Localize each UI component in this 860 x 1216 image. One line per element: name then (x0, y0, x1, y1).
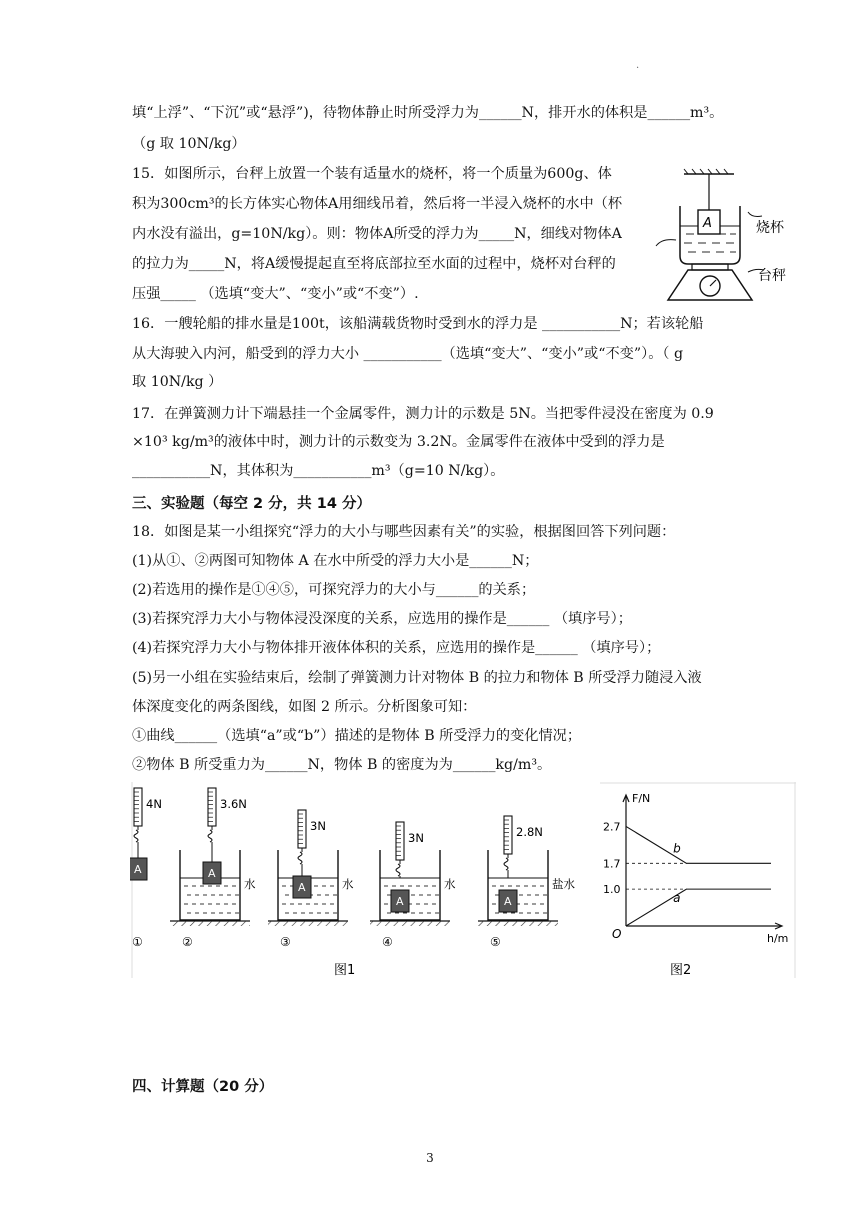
y-tick-label: 1.7 (603, 857, 621, 871)
spring-scale (504, 816, 512, 854)
block-label: A (134, 863, 142, 876)
y-axis-label: F/N (632, 792, 651, 805)
q18-line: 体深度变化的两条图线，如图 2 所示。分析图象可知： (132, 699, 477, 715)
x-axis-label: h/m (767, 932, 789, 945)
series-line-a (626, 889, 771, 926)
experiment-panel (130, 788, 162, 949)
figure-1 (130, 782, 600, 978)
section-title-4: 四、计算题（20 分） (132, 1079, 274, 1095)
text-line: 填“上浮”、“下沉”或“悬浮”)，待物体静止时所受浮力为______N，排开水的体积是______m³。 (132, 105, 724, 121)
q15-line: 压强_____ （选填“变大”、“变小”或“不变”）. (132, 286, 419, 302)
beaker-label: 烧杯 (756, 220, 784, 236)
block-label: A (208, 867, 216, 880)
scale-reading: 3N (408, 831, 424, 845)
liquid-label: 水 (444, 877, 456, 891)
y-tick-label: 1.0 (603, 883, 621, 897)
block-label: A (504, 895, 512, 908)
section-title-3: 三、实验题（每空 2 分，共 14 分） (132, 496, 371, 512)
q16-line: 从大海驶入内河，船受到的浮力大小 ___________（选填“变大”、“变小”或“不变”）。（ g (132, 346, 684, 362)
q18-line: ②物体 B 所受重力为______N，物体 B 的密度为为______kg/m³。 (132, 757, 552, 773)
panel-number: ③ (280, 935, 291, 949)
panel-number: ④ (382, 935, 393, 949)
scale-reading: 3.6N (220, 797, 247, 811)
q15-figure (652, 168, 802, 304)
q16-line: 取 10N/kg ） (132, 374, 223, 390)
scale-reading: 3N (310, 819, 326, 833)
experiment-panel (478, 816, 575, 949)
q15-line: 15．如图所示，台秤上放置一个装有适量水的烧杯，将一个质量为600g、体 (132, 166, 612, 182)
block-label: A (703, 216, 712, 231)
figure-2 (600, 782, 796, 978)
panel-number: ① (132, 935, 143, 949)
block-label: A (298, 881, 306, 894)
liquid-label: 盐水 (552, 877, 575, 891)
spring-scale (134, 788, 142, 826)
figure-2-caption: 图2 (670, 963, 692, 978)
series-label: a (673, 890, 681, 905)
page-number: 3 (426, 1151, 434, 1165)
origin-label: O (612, 927, 622, 941)
spring-scale (396, 822, 404, 860)
y-tick-label: 2.7 (603, 820, 621, 834)
q18-line: 18．如图是某一小组探究“浮力的大小与哪些因素有关”的实验，根据图回答下列问题： (132, 524, 676, 540)
block-label: A (396, 895, 404, 908)
q18-line: (2)若选用的操作是①④⑤，可探究浮力的大小与______的关系； (132, 582, 536, 598)
top-mark: . (636, 60, 640, 71)
q17-line: ×10³ kg/m³的液体中时，测力计的示数变为 3.2N。金属零件在液体中受到的浮力是 (132, 434, 665, 450)
q16-line: 16．一艘轮船的排水量是100t，该船满载货物时受到水的浮力是 ___________N；若该轮船 (132, 316, 704, 332)
q17-line: ___________N，其体积为___________m³（g=10 N/kg）。 (132, 463, 505, 479)
series-line-b (626, 826, 771, 863)
figure-1-caption: 图1 (334, 963, 356, 978)
q18-line: (3)若探究浮力大小与物体浸没深度的关系，应选用的操作是______ （填序号）； (132, 611, 632, 627)
spring-scale (298, 810, 306, 848)
q15-line: 内水没有溢出，g=10N/kg）。则：物体A所受的浮力为_____N，细线对物体A (132, 226, 622, 242)
q18-line: (5)另一小组在实验结束后，绘制了弹簧测力计对物体 B 的拉力和物体 B 所受浮力随浸入液 (132, 670, 702, 686)
scale-reading: 2.8N (516, 825, 543, 839)
experiment-panel (268, 810, 354, 949)
scale-reading: 4N (146, 797, 162, 811)
q17-line: 17．在弹簧测力计下端悬挂一个金属零件，测力计的示数是 5N。当把零件浸没在密度为 0.9 (132, 406, 714, 422)
experiment-panel (370, 822, 456, 949)
panel-number: ② (182, 935, 193, 949)
liquid-label: 水 (244, 877, 256, 891)
q18-line: (4)若探究浮力大小与物体排开液体体积的关系，应选用的操作是______ （填序号）； (132, 640, 661, 656)
spring-scale (208, 788, 216, 826)
liquid-label: 水 (342, 877, 354, 891)
panel-number: ⑤ (490, 935, 501, 949)
experiment-panel (170, 788, 256, 949)
scale-label: 台秤 (758, 268, 786, 284)
q18-line: ①曲线______（选填“a”或“b”）描述的是物体 B 所受浮力的变化情况； (132, 728, 582, 744)
text-line: （g 取 10N/kg） (132, 136, 246, 152)
q18-line: (1)从①、②两图可知物体 A 在水中所受的浮力大小是______N； (132, 553, 539, 569)
q15-line: 积为300cm³的长方体实心物体A用细线吊着，然后将一半浸入烧杯的水中（杯 (132, 196, 623, 212)
series-label: b (673, 841, 681, 856)
q15-line: 的拉力为_____N，将A缓慢提起直至将底部拉至水面的过程中，烧杯对台秤的 (132, 256, 616, 272)
